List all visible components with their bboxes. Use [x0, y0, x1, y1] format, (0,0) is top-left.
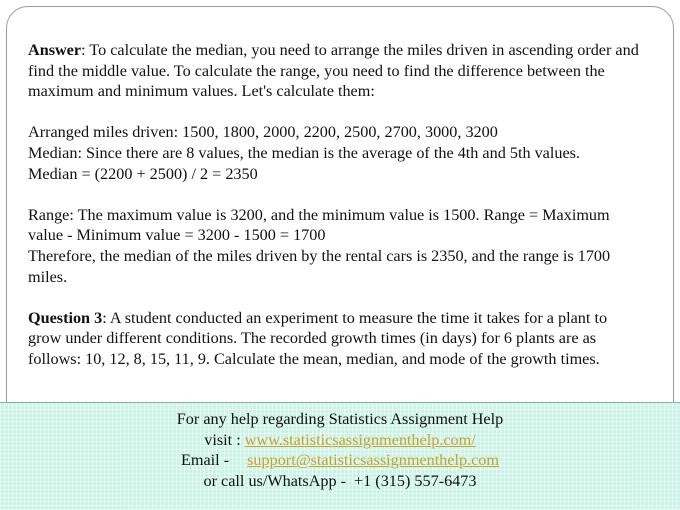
answer-intro-paragraph — [28, 40, 640, 102]
website-link[interactable]: www.statisticsassignmenthelp.com/ — [244, 430, 476, 449]
visit-label: visit : — [204, 430, 245, 449]
median-calc-line: Median = (2200 + 2500) / 2 = 2350 — [28, 164, 258, 183]
email-label: Email - — [181, 451, 230, 470]
median-note-line: Median: Since there are 8 values, the median is the average of the 4th and 5th values. — [28, 143, 580, 162]
question3-paragraph — [28, 308, 640, 370]
visit-row — [0, 430, 680, 451]
answer-label: Answer — [28, 41, 82, 59]
help-line: For any help regarding Statistics Assignment Help — [176, 410, 504, 428]
range-text: Range: The maximum value is 3200, and the minimum value is 1500. Range = Maximum value - Minimum value = 3200 - 1500 = 1700 — [28, 205, 610, 245]
conclusion-text: Therefore, the median of the miles driven by the rental cars is 2350, and the range is 1700 miles. — [28, 246, 611, 286]
question3-text: : A student conducted an experiment to measure the time it takes for a plant to grow under different conditions. The recorded growth times (in days) for 6 plants are as follows: 10, 12, 8, 15, 11, 9. Calculate the mean, median, and mode of the growth times. — [28, 308, 608, 368]
slide-content — [28, 40, 640, 370]
contact-footer — [0, 402, 680, 510]
phone-number: +1 (315) 557-6473 — [354, 471, 477, 490]
email-link[interactable]: support@statisticsassignmenthelp.com — [247, 451, 499, 470]
call-row — [0, 471, 680, 492]
call-label: or call us/WhatsApp - — [203, 471, 347, 490]
email-row — [0, 450, 680, 471]
question3-label: Question 3 — [28, 308, 103, 327]
arranged-values-line: Arranged miles driven: 1500, 1800, 2000, 2200, 2500, 2700, 3000, 3200 — [28, 123, 498, 142]
answer-intro-text: : To calculate the median, you need to arrange the miles driven in ascending order and find the middle value. To calculate the range, you need to find the difference between the maximum and minimum values. Let's calculate them: — [28, 41, 639, 101]
range-paragraph — [28, 205, 640, 287]
median-paragraph — [28, 122, 640, 184]
